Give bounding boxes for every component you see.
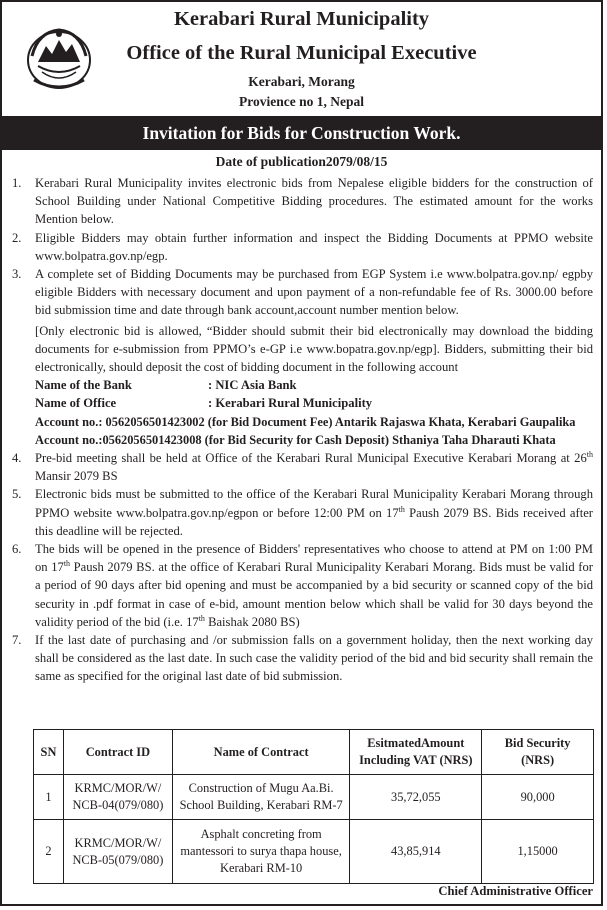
table-row [34,820,594,884]
cell-contract-id: KRMC/MOR/W/ NCB-05(079/080) [63,820,172,884]
clause-1 [8,174,593,229]
clause-6 [8,540,593,631]
cell-contract-id: KRMC/MOR/W/ NCB-04(079/080) [63,775,172,820]
clause-text: The bids will be opened in the presence of Bidders' representatives who choose to attend at PM on 1:00 PM on 17th Paush 2079 BS. at the office of Kerabari Rural Municipality Kerabari Morang. Bids must be valid for a period of 90 days after bid opening and must be accompanied by a bid security or scanned copy of the bid security in .pdf format in case of e-bid, amount mention below which shall be valid for 30 days beyond the validity period of the bid (i.e. 17th Baishak 2080 BS) [35,542,593,629]
clause-number: 4. [12,451,22,466]
cell-amount: 43,85,914 [350,820,482,884]
publication-date: Date of publication2079/08/15 [215,154,388,169]
office-label: Name of Office [35,396,117,411]
header-sn: SN [34,730,64,775]
bank-label: Name of the Bank [35,378,132,393]
office-name-row [8,394,593,412]
clause-7 [8,631,593,686]
notice-title-banner: Invitation for Bids for Construction Work. [2,116,601,150]
clause-5 [8,485,593,540]
clause-number: 5. [12,487,22,502]
contracts-table [33,729,594,884]
clause-number: 7. [12,633,22,648]
municipality-name: Kerabari Rural Municipality [173,8,430,30]
electronic-bid-note: [Only electronic bid is allowed, “Bidder should submit their bid electronically may download the bidding documents for e-submission from PPMO’s e-GP i.e www.bopatra.gov.np/egp]. Bidders, submitting their bid electronically, should deposit the cost of bidding document in the following account [35,323,593,375]
clause-number: 1. [12,176,22,190]
cell-contract-name: Asphalt concreting from mantessori to surya thapa house, Kerabari RM-10 [172,820,350,884]
table-header-row [34,730,594,775]
header-contract-id: Contract ID [63,730,172,775]
clause-number: 6. [12,542,22,557]
cell-amount: 35,72,055 [350,775,482,820]
clause-text: Pre-bid meeting shall be held at Office of the Kerabari Rural Municipal Executive Kerabari Morang at 26th Mansir 2079 BS [35,449,593,484]
clause-2 [8,229,593,265]
province: Provience no 1, Nepal [239,94,364,109]
cell-sn: 1 [34,775,64,820]
header-estimated-amount: EsitmatedAmount Including VAT (NRS) [350,730,482,775]
clause-text: Eligible Bidders may obtain further information and inspect the Bidding Documents at PPMO website www.bolpatra.gov.np/egp. [35,230,593,263]
clause-text: If the last date of purchasing and /or submission falls on a government holiday, then the next working day shall be considered as the last date. In such case the validity period of the bid and bid security shall remain the same as specified for the original last date of bid submission. [35,633,593,684]
clause-text: A complete set of Bidding Documents may be purchased from EGP System i.e www.bolpatra.gov.np/ egpby eligible Bidders with necessary document and upon payment of a non-refundable fee of Rs. 3000.00 before bid submission time and date through bank account,account number mention below. [35,267,593,318]
bank-value: : NIC Asia Bank [208,378,297,393]
account-number-fee: Account no.: 0562056501423002 (for Bid Document Fee) Antarik Rajaswa Khata, Kerabari Gaupalika [35,414,576,429]
clause-number: 2. [12,230,22,245]
header-contract-name: Name of Contract [172,730,350,775]
clause-3 [8,265,593,320]
office-name: Office of the Rural Municipal Executive [126,42,477,64]
clause-text: Kerabari Rural Municipality invites electronic bids from Nepalese eligible bidders for the construction of School Building under National Competitive Bidding procedures. The estimated amount for the works Mention below. [35,176,593,227]
clause-number: 3. [12,267,22,282]
clause-4 [8,449,593,485]
cell-contract-name: Construction of Mugu Aa.Bi. School Building, Kerabari RM-7 [172,775,350,820]
notice-body [8,174,593,686]
office-value: : Kerabari Rural Municipality [208,396,373,411]
header-bid-security: Bid Security (NRS) [482,730,594,775]
cell-security: 1,15000 [482,820,594,884]
cell-sn: 2 [34,820,64,884]
bank-name-row [8,376,593,394]
cell-security: 90,000 [482,775,594,820]
clause-text: Electronic bids must be submitted to the office of the Kerabari Rural Municipality Kerabari Morang through PPMO website www.bolpatra.gov.np/egpon or before 12:00 PM on 17th Paush 2079 BS. Bids received after this deadline will be rejected. [35,487,593,538]
table-row [34,775,594,820]
account-number-security: Account no.:0562056501423008 (for Bid Security for Cash Deposit) Sthaniya Taha Dharauti Khata [35,432,556,447]
notice-header [2,2,601,116]
office-address: Kerabari, Morang [248,74,355,89]
signatory: Chief Administrative Officer [438,884,593,898]
